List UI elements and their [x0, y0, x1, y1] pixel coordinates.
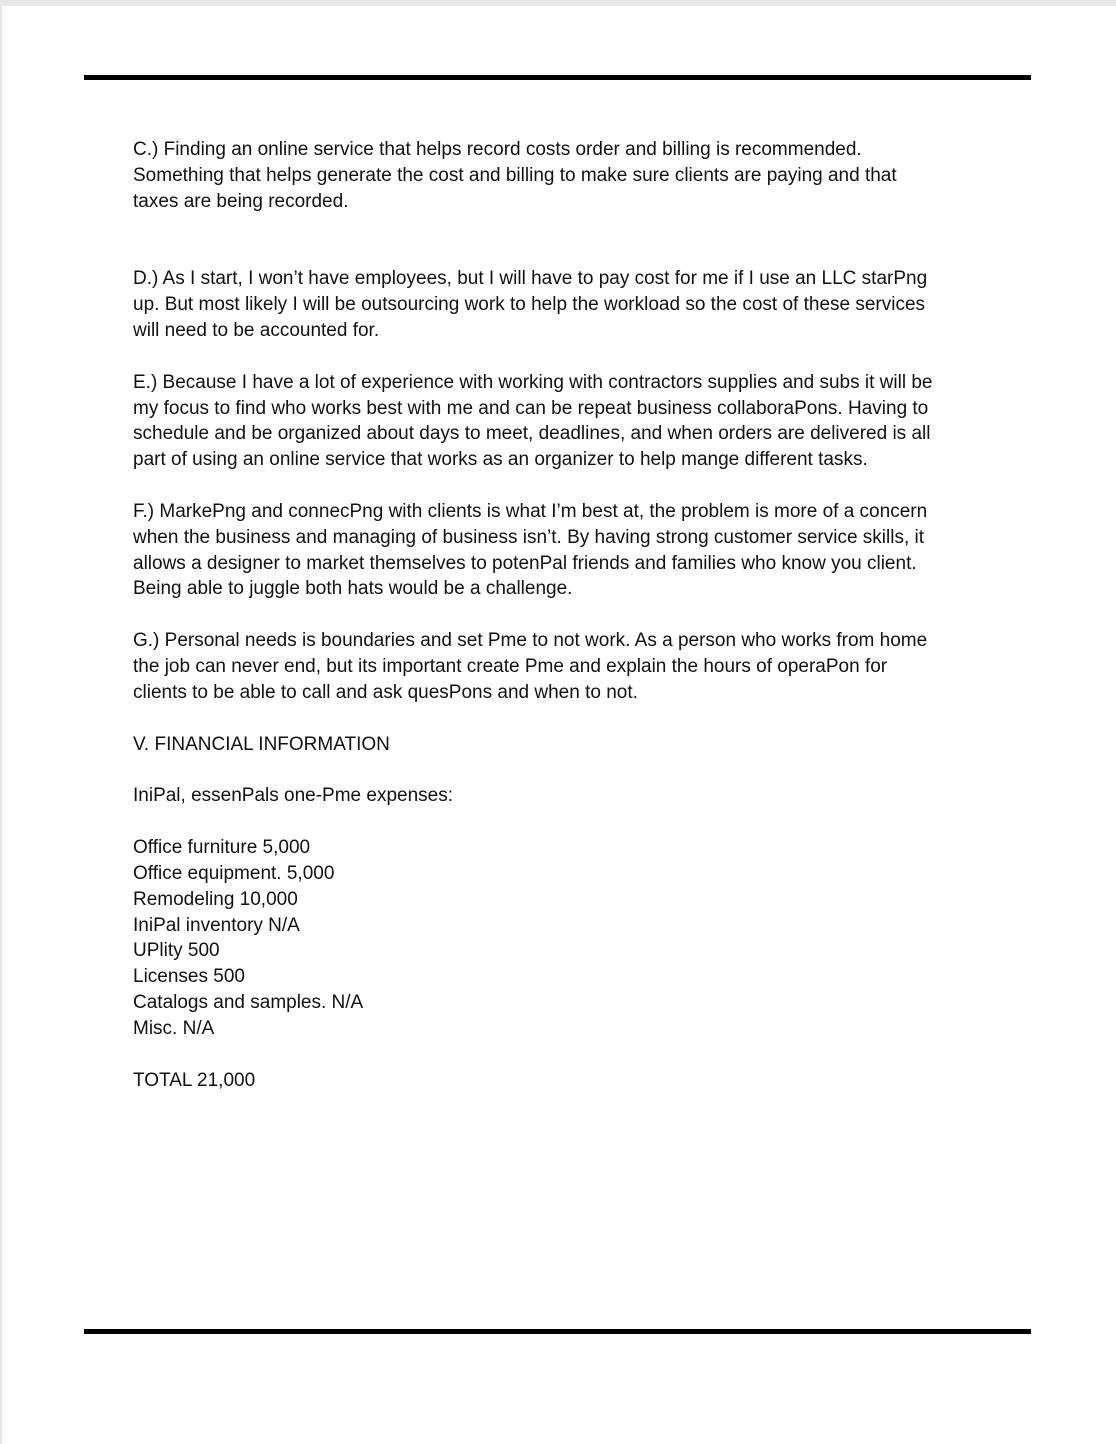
paragraph-line: will need to be accounted for.	[133, 319, 380, 341]
expense-item: Misc. N/A	[133, 1017, 215, 1039]
paragraph-line: E.) Because I have a lot of experience with working with contractors supplies and subs it will be	[133, 371, 933, 393]
expense-item: Catalogs and samples. N/A	[133, 991, 364, 1013]
paragraph-line: schedule and be organized about days to meet, deadlines, and when orders are delivered is all	[133, 423, 931, 445]
paragraph-line: part of using an online service that works as an organizer to help mange different tasks.	[133, 449, 868, 471]
footer-rule	[84, 1329, 1031, 1334]
expenses-intro: IniPal, essenPals one-Pme expenses:	[133, 785, 454, 807]
paragraph-c	[133, 137, 993, 214]
paragraph-line: up. But most likely I will be outsourcing work to help the workload so the cost of these services	[133, 294, 926, 316]
paragraph-line: C.) Finding an online service that helps record costs order and billing is recommended.	[133, 139, 862, 160]
paragraph-line: F.) MarkePng and connecPng with clients is what I’m best at, the problem is more of a concern	[133, 500, 928, 522]
paragraph-line: taxes are being recorded.	[133, 190, 349, 212]
expenses-total: TOTAL 21,000	[133, 1069, 256, 1091]
expense-item: IniPal inventory N/A	[133, 914, 300, 936]
paragraph-line: Something that helps generate the cost and billing to make sure clients are paying and that	[133, 164, 897, 186]
section-heading: V. FINANCIAL INFORMATION	[133, 733, 390, 755]
paragraph-line: Being able to juggle both hats would be a challenge.	[133, 578, 573, 600]
expense-item: Office furniture 5,000	[133, 837, 311, 859]
paragraph-line: my focus to find who works best with me and can be repeat business collaboraPons. Having to	[133, 397, 929, 419]
expense-item: UPlity 500	[133, 940, 220, 962]
paragraph-line: D.) As I start, I won’t have employees, but I will have to pay cost for me if I use an LLC starPng	[133, 268, 928, 290]
paragraph-d	[133, 266, 993, 343]
header-rule	[84, 75, 1031, 80]
paragraph-line: allows a designer to market themselves to potenPal friends and families who know you client.	[133, 552, 917, 574]
expense-item: Remodeling 10,000	[133, 888, 298, 910]
document-page	[2, 6, 1116, 1444]
paragraph-line: clients to be able to call and ask quesPons and when to not.	[133, 681, 638, 703]
paragraph-line: the job can never end, but its important create Pme and explain the hours of operaPon for	[133, 655, 888, 677]
paragraph-g	[133, 628, 993, 705]
paragraph-e	[133, 370, 993, 473]
paragraph-line: G.) Personal needs is boundaries and set Pme to not work. As a person who works from home	[133, 630, 928, 652]
document-body	[133, 137, 993, 1093]
expense-item: Licenses 500	[133, 966, 245, 988]
paragraph-f	[133, 499, 993, 602]
paragraph-line: when the business and managing of business isn’t. By having strong customer service skills, it	[133, 526, 925, 548]
expense-list	[133, 835, 993, 1041]
expense-item: Office equipment. 5,000	[133, 862, 335, 884]
